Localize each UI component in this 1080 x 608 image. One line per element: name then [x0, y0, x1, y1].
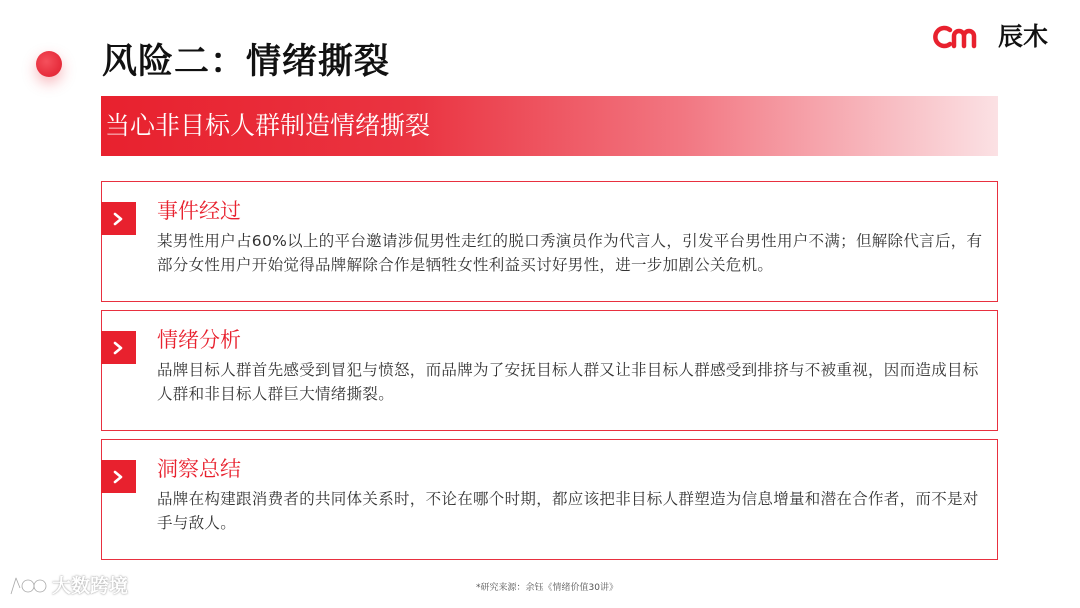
banner-text: 当心非目标人群制造情绪撕裂	[105, 111, 431, 140]
section-body: 某男性用户占60%以上的平台邀请涉侃男性走红的脱口秀演员作为代言人，引发平台男性用户不满；但解除代言后，有部分女性用户开始觉得品牌解除合作是牺牲女性利益买讨好男性，进一步加剧公关危机。	[157, 232, 983, 274]
subtitle-banner	[101, 96, 998, 156]
section-card-emotion-analysis	[101, 310, 998, 431]
section-title: 洞察总结	[157, 457, 241, 481]
watermark	[8, 573, 128, 599]
watermark-logo-icon	[8, 574, 48, 598]
page-title: 风险二：情绪撕裂	[102, 42, 391, 82]
watermark-text: 大数跨境	[52, 575, 129, 597]
section-card-event	[101, 181, 998, 302]
brand-logo-icon	[932, 22, 992, 52]
chevron-right-icon	[101, 331, 136, 364]
decorative-red-dot	[36, 51, 62, 77]
brand-name: 辰木	[997, 22, 1048, 51]
section-card-insight-summary	[101, 439, 998, 560]
chevron-right-icon	[101, 202, 136, 235]
source-footnote: *研究来源：余钰《情绪价值30讲》	[476, 583, 618, 593]
section-body: 品牌目标人群首先感受到冒犯与愤怒，而品牌为了安抚目标人群又让非目标人群感受到排挤与不被重视，因而造成目标人群和非目标人群巨大情绪撕裂。	[157, 361, 979, 403]
section-body: 品牌在构建跟消费者的共同体关系时，不论在哪个时期，都应该把非目标人群塑造为信息增量和潜在合作者，而不是对手与敌人。	[157, 490, 979, 532]
section-title: 事件经过	[157, 199, 241, 223]
chevron-right-icon	[101, 460, 136, 493]
brand-logo	[932, 19, 1048, 55]
section-title: 情绪分析	[157, 328, 241, 352]
